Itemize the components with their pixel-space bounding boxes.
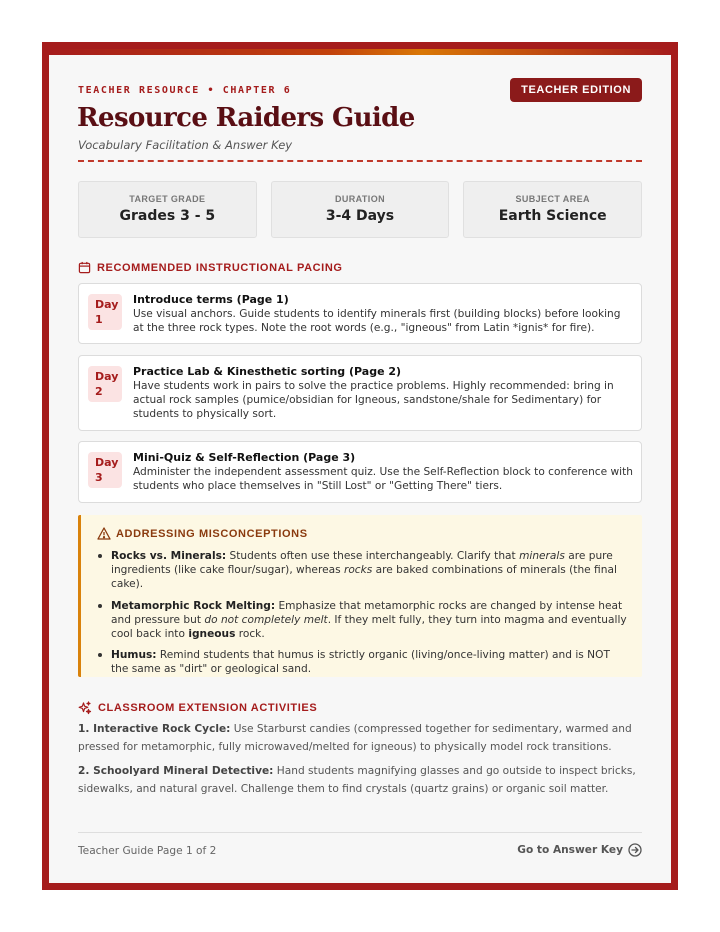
- misconception-text: . If they melt fully, they turn into magma and eventually cool back into: [111, 613, 627, 641]
- day-description: Have students work in pairs to solve the practice problems. Highly recommended: bring in actual rock samples (pumice/obsidian for Igneous, sandstone/shale for Sedimentary) for students to physically sort.: [133, 380, 614, 421]
- extension-item-2: [78, 762, 642, 798]
- misconception-text: Remind students that humus is strictly organic (living/once-living matter) and is NOT the same as "dirt" or geological sand.: [111, 649, 610, 676]
- misconceptions-heading-text: ADDRESSING MISCONCEPTIONS: [116, 527, 308, 540]
- page-title: Resource Raiders Guide: [77, 103, 415, 133]
- stat-label: TARGET GRADE: [129, 194, 206, 204]
- day-title: Mini-Quiz & Self-Reflection (Page 3): [133, 451, 356, 464]
- day-description: Use visual anchors. Guide students to identify minerals first (building blocks) before looking at the three rock types. Note the root words (e.g., "igneous" from Latin *ignis* for fire).: [133, 308, 621, 335]
- day-title: Introduce terms (Page 1): [133, 293, 289, 306]
- day-label: Day: [95, 298, 119, 311]
- misconception-term: Humus:: [111, 649, 157, 662]
- stat-subject-area: [463, 181, 642, 238]
- emphasis: minerals: [519, 550, 565, 562]
- page-subtitle: Vocabulary Facilitation & Answer Key: [78, 138, 293, 152]
- misconception-text: Emphasize that metamorphic rocks are changed by intense heat and pressure but: [111, 599, 623, 626]
- misconceptions-heading: [97, 527, 308, 540]
- day-card-2: [78, 355, 642, 431]
- calendar-icon: [78, 261, 91, 274]
- stat-value: 3-4 Days: [325, 208, 395, 224]
- stat-value: Earth Science: [498, 208, 607, 224]
- misconceptions-list: [97, 549, 627, 684]
- day-card-1: [78, 283, 642, 344]
- misconception-text: are pure ingredients (like cake flour/sugar), whereas: [111, 550, 613, 577]
- day-pill: [88, 294, 122, 330]
- stats-row: [78, 181, 642, 238]
- misconception-item: [97, 648, 627, 676]
- day-pill: [88, 452, 122, 488]
- misconception-term: Rocks vs. Minerals:: [111, 550, 227, 562]
- misconception-item: [97, 549, 627, 592]
- misconceptions-box: [78, 515, 642, 677]
- sparkles-icon: [78, 701, 92, 715]
- page-frame: [42, 42, 678, 890]
- pacing-heading-text: RECOMMENDED INSTRUCTIONAL PACING: [97, 261, 343, 274]
- top-accent-bar: [49, 49, 671, 55]
- emphasis: do not completely melt: [204, 613, 328, 626]
- day-number: 1: [95, 313, 103, 326]
- day-title: Practice Lab & Kinesthetic sorting (Page 2): [133, 365, 402, 378]
- go-to-answer-key-link[interactable]: [517, 843, 642, 857]
- day-label: Day: [95, 370, 119, 383]
- day-pill: [88, 366, 122, 402]
- teacher-edition-badge: TEACHER EDITION: [510, 78, 642, 102]
- day-number: 3: [95, 471, 103, 484]
- dashed-divider: [78, 160, 642, 162]
- answer-key-link-label: Go to Answer Key: [517, 844, 623, 856]
- warning-icon: [97, 527, 111, 540]
- pacing-heading: [78, 261, 343, 274]
- extension-item-1: [78, 720, 642, 756]
- guide-page: [49, 49, 671, 883]
- arrow-right-circle-icon: [628, 843, 642, 857]
- eyebrow-label: TEACHER RESOURCE • CHAPTER 6: [78, 85, 292, 96]
- day-number: 2: [95, 385, 103, 398]
- extensions-heading: [78, 701, 317, 715]
- day-card-3: [78, 441, 642, 503]
- misconception-term: Metamorphic Rock Melting:: [111, 599, 276, 612]
- bold-term: igneous: [188, 628, 236, 641]
- stat-duration: [271, 181, 450, 238]
- day-label: Day: [95, 456, 119, 469]
- stat-label: DURATION: [334, 194, 386, 204]
- day-description: Administer the independent assessment quiz. Use the Self-Reflection block to conference with students who place themselves in "Still Lost" or "Getting There" tiers.: [133, 466, 633, 493]
- extension-text: Use Starburst candies (compressed together for sedimentary, warmed and pressed for metamorphic, fully microwaved/melted for igneous) to physically model rock transitions.: [78, 723, 632, 753]
- extension-label: 1. Interactive Rock Cycle:: [78, 723, 231, 735]
- misconception-text: Students often use these interchangeably. Clarify that: [226, 550, 520, 562]
- extension-text: Hand students magnifying glasses and go outside to inspect bricks, sidewalks, and natural gravel. Challenge them to find crystals (quartz grains) or organic soil matter.: [78, 765, 636, 795]
- emphasis: rocks: [343, 564, 373, 577]
- extensions-heading-text: CLASSROOM EXTENSION ACTIVITIES: [98, 702, 318, 714]
- stat-target-grade: [78, 181, 257, 238]
- stat-value: Grades 3 - 5: [119, 208, 216, 224]
- misconception-item: [97, 599, 627, 642]
- misconception-text: rock.: [235, 628, 265, 641]
- misconception-text: are baked combinations of minerals (the final cake).: [111, 564, 617, 591]
- stat-label: SUBJECT AREA: [515, 194, 590, 204]
- extension-label: 2. Schoolyard Mineral Detective:: [78, 765, 274, 777]
- footer-page-indicator: Teacher Guide Page 1 of 2: [78, 845, 217, 857]
- footer-divider: [78, 832, 642, 833]
